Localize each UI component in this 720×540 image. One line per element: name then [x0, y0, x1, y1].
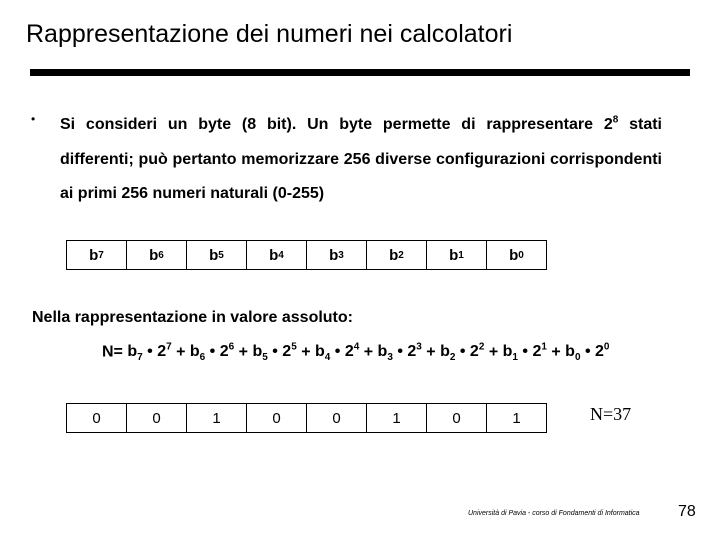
formula-prefix: N=	[102, 343, 128, 361]
term-dot: •	[205, 343, 220, 361]
bit-position-cell	[187, 240, 247, 270]
term-index: 0	[574, 352, 581, 364]
formula-term	[502, 342, 547, 364]
term-exponent: 7	[166, 342, 172, 353]
bit-position-cell	[67, 240, 127, 270]
term-base: 2	[219, 343, 229, 361]
term-dot: •	[330, 343, 345, 361]
bit-value-cell: 0	[67, 403, 127, 433]
term-dot: •	[392, 343, 408, 361]
term-index: 3	[387, 352, 393, 364]
term-exponent: 0	[603, 342, 610, 353]
term-letter: b	[565, 343, 575, 361]
bit-position-cell	[127, 240, 187, 270]
formula-plus: +	[171, 343, 190, 361]
bit-letter: b	[209, 246, 219, 264]
bit-letter: b	[509, 246, 519, 264]
bit-index: 2	[398, 249, 404, 261]
formula-term	[440, 342, 485, 364]
bit-letter: b	[329, 246, 339, 264]
term-dot: •	[455, 343, 470, 361]
bit-letter: b	[149, 246, 159, 264]
term-base: 2	[282, 343, 292, 361]
bullet-marker: •	[31, 112, 36, 126]
bit-value-cell: 1	[487, 403, 547, 433]
term-index: 1	[512, 352, 518, 364]
term-dot: •	[142, 343, 158, 361]
bit-value-cell: 1	[187, 403, 247, 433]
page-number: 78	[678, 503, 696, 520]
bit-index: 6	[158, 249, 164, 261]
bit-letter: b	[449, 246, 459, 264]
term-base: 2	[595, 343, 604, 361]
absolute-value-label: Nella rappresentazione in valore assoluto:	[32, 309, 353, 326]
footer-text: Università di Pavia - corso di Fondamenti di Informatica	[468, 510, 640, 517]
formula-plus: +	[296, 343, 315, 361]
bit-position-cell	[427, 240, 487, 270]
term-exponent: 4	[353, 342, 360, 353]
result-value: N=37	[590, 404, 632, 424]
bit-position-cell	[367, 240, 427, 270]
bit-index: 4	[278, 249, 284, 261]
title-divider	[30, 69, 690, 76]
term-dot: •	[580, 343, 596, 361]
term-base: 2	[469, 343, 479, 361]
intro-text-after: stati differenti; può pertanto memorizzare 256 diverse configurazioni corrispondenti ai primi 256 numeri naturali (0-255)	[60, 116, 662, 202]
bit-position-cell	[487, 240, 547, 270]
formula-term	[127, 342, 172, 364]
formula-plus: +	[421, 343, 441, 361]
formula-plus: +	[484, 343, 503, 361]
term-dot: •	[267, 343, 283, 361]
bit-value-cell: 0	[307, 403, 367, 433]
bit-index: 1	[458, 249, 464, 261]
intro-text-before: Si consideri un byte (8 bit). Un byte permette di rappresentare 2	[60, 116, 613, 133]
bit-position-cell	[307, 240, 367, 270]
term-exponent: 5	[291, 342, 297, 353]
term-letter: b	[252, 343, 263, 361]
bit-index: 0	[518, 249, 524, 261]
term-index: 2	[449, 352, 456, 364]
bit-index: 7	[98, 249, 104, 261]
formula-term	[377, 342, 422, 364]
bit-position-table	[66, 240, 547, 270]
bit-value-cell: 0	[427, 403, 487, 433]
bit-value-cell: 0	[127, 403, 187, 433]
term-base: 2	[344, 343, 354, 361]
formula-plus: +	[234, 343, 253, 361]
intro-exponent: 8	[612, 114, 619, 126]
term-index: 5	[262, 352, 268, 364]
term-letter: b	[502, 343, 513, 361]
formula-plus: +	[546, 343, 566, 361]
term-exponent: 2	[478, 342, 485, 353]
term-base: 2	[157, 343, 167, 361]
bit-letter: b	[389, 246, 399, 264]
term-exponent: 3	[416, 342, 422, 353]
formula-term	[252, 342, 297, 364]
bit-index: 5	[218, 249, 224, 261]
term-exponent: 6	[228, 342, 235, 353]
term-letter: b	[189, 343, 200, 361]
term-letter: b	[314, 343, 325, 361]
bit-index: 3	[338, 249, 344, 261]
bit-value-table	[66, 403, 547, 433]
term-index: 7	[137, 352, 143, 364]
bit-letter: b	[89, 246, 99, 264]
formula-plus: +	[359, 343, 378, 361]
bit-value-cell: 0	[247, 403, 307, 433]
term-index: 4	[324, 352, 331, 364]
formula-term	[189, 342, 235, 364]
term-exponent: 1	[541, 342, 547, 353]
formula-term	[565, 342, 610, 364]
positional-formula	[102, 342, 609, 364]
bit-value-cell: 1	[367, 403, 427, 433]
bit-position-cell	[247, 240, 307, 270]
term-base: 2	[532, 343, 542, 361]
term-dot: •	[517, 343, 533, 361]
term-index: 6	[199, 352, 206, 364]
formula-term	[314, 342, 360, 364]
term-letter: b	[440, 343, 450, 361]
bit-letter: b	[269, 246, 279, 264]
term-letter: b	[127, 343, 138, 361]
term-letter: b	[377, 343, 388, 361]
page-title: Rappresentazione dei numeri nei calcolatori	[26, 20, 513, 48]
term-base: 2	[407, 343, 417, 361]
intro-paragraph	[60, 108, 662, 212]
